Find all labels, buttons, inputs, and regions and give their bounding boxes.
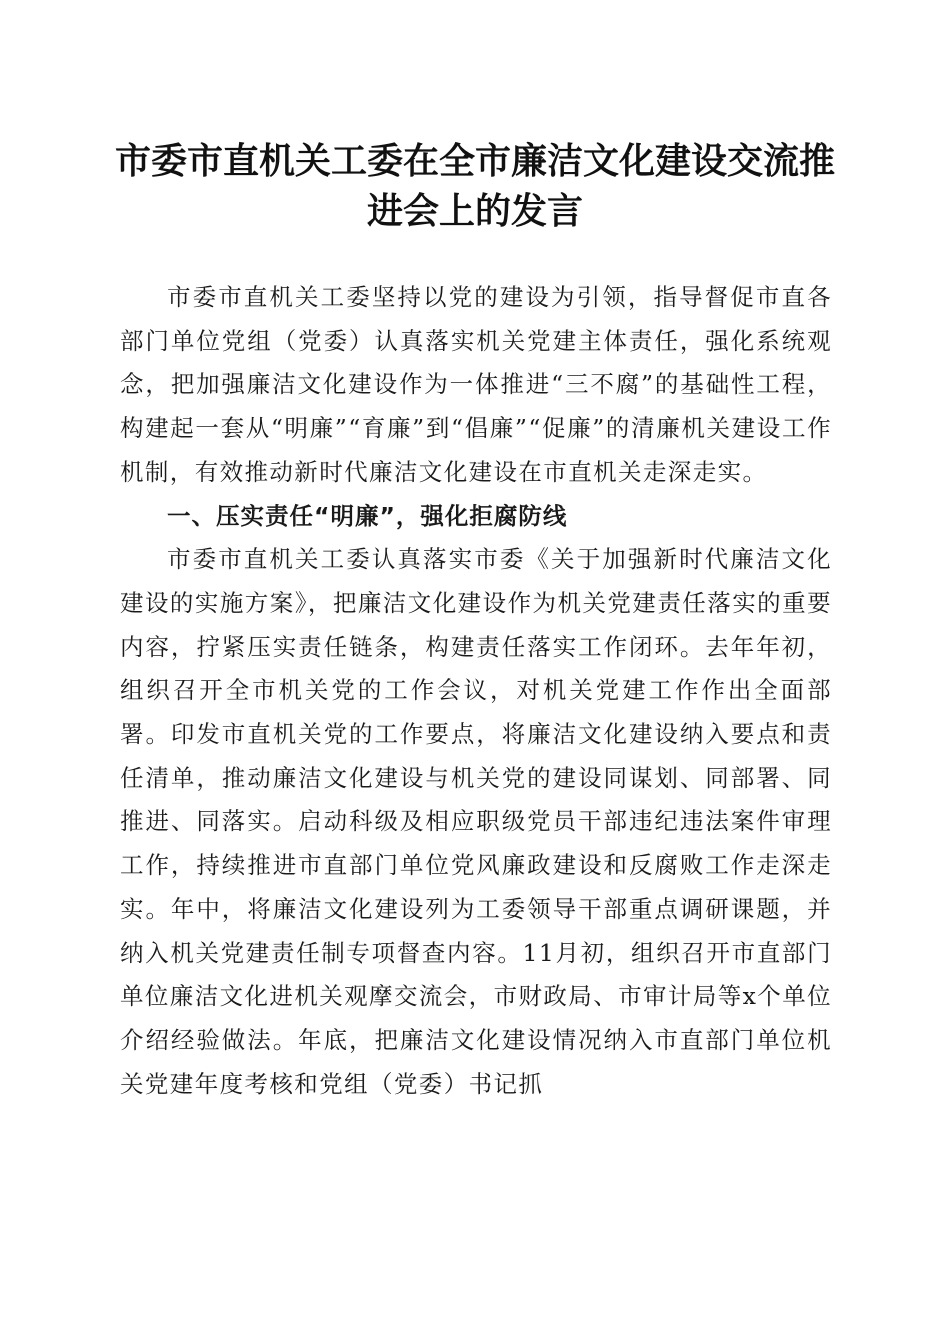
document-title xyxy=(100,136,850,236)
section-1-paragraph: 市委市直机关工委认真落实市委《关于加强新时代廉洁文化建设的实施方案》，把廉洁文化建设作为机关党建责任落实的重要内容，拧紧压实责任链条，构建责任落实工作闭环。去年年初，组织召开全市机关党的工作会议，对机关党建工作作出全面部署。印发市直机关党的工作要点，将廉洁文化建设纳入要点和责任清单，推动廉洁文化建设与机关党的建设同谋划、同部署、同推进、同落实。启动科级及相应职级党员干部违纪违法案件审理工作，持续推进市直部门单位党风廉政建设和反腐败工作走深走实。年中，将廉洁文化建设列为工委领导干部重点调研课题，并纳入机关党建责任制专项督查内容。11月初，组织召开市直部门单位廉洁文化进机关观摩交流会，市财政局、市审计局等x个单位介绍经验做法。年底，把廉洁文化建设情况纳入市直部门单位机关党建年度考核和党组（党委）书记抓 xyxy=(120,545,832,1098)
title-line-1: 市委市直机关工委在全市廉洁文化建设交流推 xyxy=(114,140,835,182)
section-heading-1: 一、压实责任“明廉”，强化拒腐防线 xyxy=(167,501,568,530)
intro-paragraph: 市委市直机关工委坚持以党的建设为引领，指导督促市直各部门单位党组（党委）认真落实机关党建主体责任，强化系统观念，把加强廉洁文化建设作为一体推进“三不腐”的基础性工程，构建起一套从“明廉”“育廉”到“倡廉”“促廉”的清廉机关建设工作机制，有效推动新时代廉洁文化建设在市直机关走深走实。 xyxy=(120,283,832,486)
title-line-2: 进会上的发言 xyxy=(366,190,583,232)
document-body xyxy=(120,276,832,1106)
